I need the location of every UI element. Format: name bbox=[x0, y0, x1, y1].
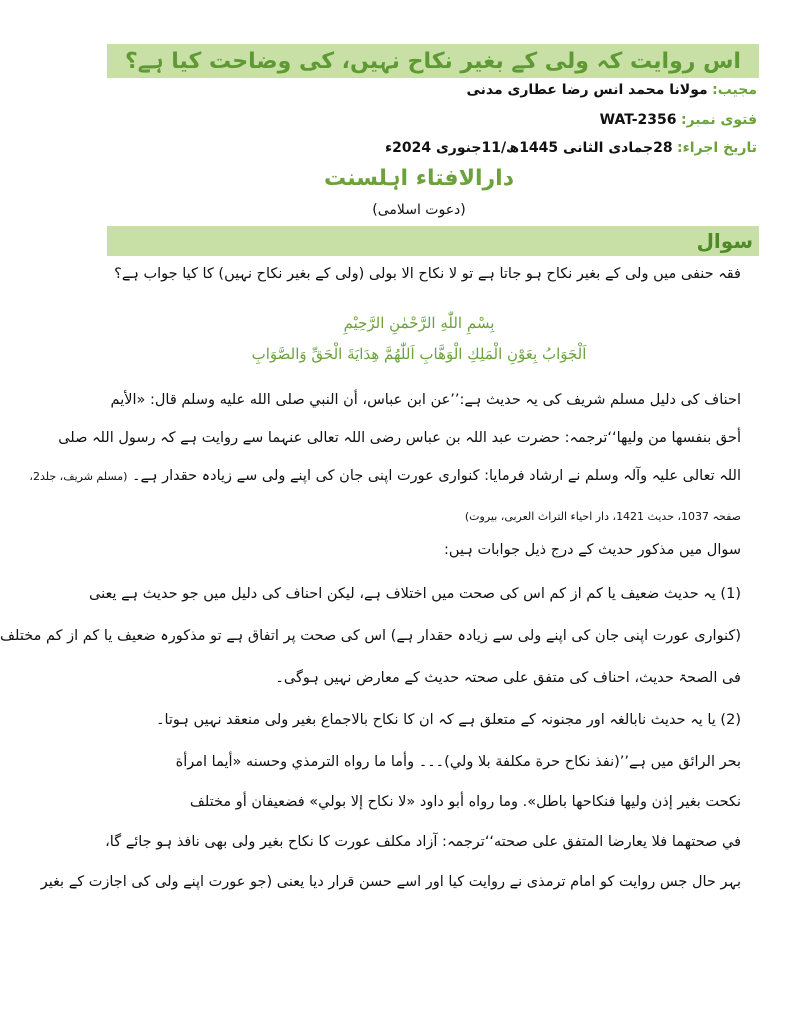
page-title: اس روایت کہ ولی کے بغیر نکاح نہیں، کی وضاحت کیا ہے؟ bbox=[125, 48, 741, 74]
bismillah: بِسْمِ اللّٰهِ الرَّحْمٰنِ الرَّحِیْمِ bbox=[343, 314, 495, 332]
body-line: أحق بنفسها من وليها‘‘ترجمہ: حضرت عبد اللہ بن عباس رضی اللہ تعالی عنہما سے روایت ہے کہ رسول اللہ صلی bbox=[58, 430, 741, 446]
fatwa-number-label: فتوی نمبر: bbox=[680, 112, 757, 128]
citation: (مسلم شریف، جلد2، bbox=[29, 470, 128, 483]
mujeeb-row bbox=[466, 82, 757, 98]
mujeeb-value: مولانا محمد انس رضا عطاری مدنی bbox=[466, 82, 708, 98]
body-line: (کنواری عورت اپنی جان کی اپنے ولی سے زیادہ حقدار ہے) اس کی صحت پر اتفاق ہے تو مذکورہ ضعیف یا کم از کم مختلف bbox=[0, 628, 741, 644]
institution-name: دارالافتاء اہلسنت bbox=[323, 166, 515, 191]
institution-subtitle: (دعوت اسلامی) bbox=[372, 202, 466, 218]
body-line: سوال میں مذکور حدیث کے درج ذیل جوابات ہیں: bbox=[444, 542, 741, 558]
body-line: بحر الرائق میں ہے’’(نفذ نكاح حرة مكلفة بلا ولي)۔۔۔ وأما ما رواه الترمذي وحسنه «أيما امرأة bbox=[175, 754, 741, 770]
citation-continued: صفحہ 1037، حدیث 1421، دار احیاء التراث العربی، بیروت) bbox=[464, 510, 741, 523]
body-line-text: اللہ تعالی علیہ وآلہ وسلم نے ارشاد فرمایا: کنواری عورت اپنی جان کی اپنے ولی سے زیادہ حقدار ہے۔ bbox=[132, 468, 741, 484]
body-line: (2) یا یہ حدیث نابالغہ اور مجنونہ کے متعلق ہے کہ ان کا نکاح بالاجماع بغیر ولی منعقد نہیں ہوتا۔ bbox=[155, 712, 741, 728]
body-line: فی الصحۃ حدیث، احناف کی متفق علی صحتہ حدیث کے معارض نہیں ہوگی۔ bbox=[275, 670, 741, 686]
fatwa-number-row bbox=[600, 112, 757, 128]
question-section-banner bbox=[107, 226, 759, 256]
body-line: في صحتهما فلا يعارضا المتفق على صحته‘‘ترجمہ: آزاد مکلف عورت کا نکاح بغیر ولی بھی نافذ ہو جائے گا، bbox=[105, 834, 741, 850]
body-line: نكحت بغير إذن وليها فنكاحها باطل». وما رواه أبو داود «لا نكاح إلا بولي» فضعيفان أو مختلف bbox=[189, 794, 741, 810]
body-line: احناف کی دلیل مسلم شریف کی یہ حدیث ہے:’’عن ابن عباس، أن النبي صلى الله عليه وسلم قال: «الأيم bbox=[110, 392, 741, 408]
question-text: فقہ حنفی میں ولی کے بغیر نکاح ہو جاتا ہے تو لا نکاح الا بولی (ولی کے بغیر نکاح نہیں) کا کیا جواب ہے؟ bbox=[114, 266, 741, 282]
mujeeb-label: مجیب: bbox=[712, 82, 757, 98]
issue-date-row bbox=[385, 140, 757, 156]
body-line bbox=[29, 468, 741, 484]
issue-date-label: تاریخ اجراء: bbox=[677, 140, 757, 156]
opening-dua: اَلْجَوَابُ بِعَوْنِ الْمَلِكِ الْوَهَّابِ اَللّٰهُمَّ هِدَايَةَ الْحَقِّ وَالصَّوَابِ bbox=[251, 345, 587, 363]
fatwa-number-value: WAT-2356 bbox=[599, 112, 677, 128]
question-heading: سوال bbox=[696, 229, 753, 253]
title-banner bbox=[107, 44, 759, 78]
issue-date-value: 28جمادی الثانی 1445ھ/11جنوری 2024ء bbox=[384, 140, 673, 156]
body-line: بہر حال جس روایت کو امام ترمذی نے روایت کیا اور اسے حسن قرار دیا یعنی (جو عورت اپنے ولی کی اجازت کے بغیر bbox=[40, 874, 741, 890]
body-line: (1) یہ حدیث ضعیف یا کم از کم اس کی صحت میں اختلاف ہے، لیکن احناف کی دلیل میں جو حدیث ہے یعنی bbox=[89, 586, 741, 602]
